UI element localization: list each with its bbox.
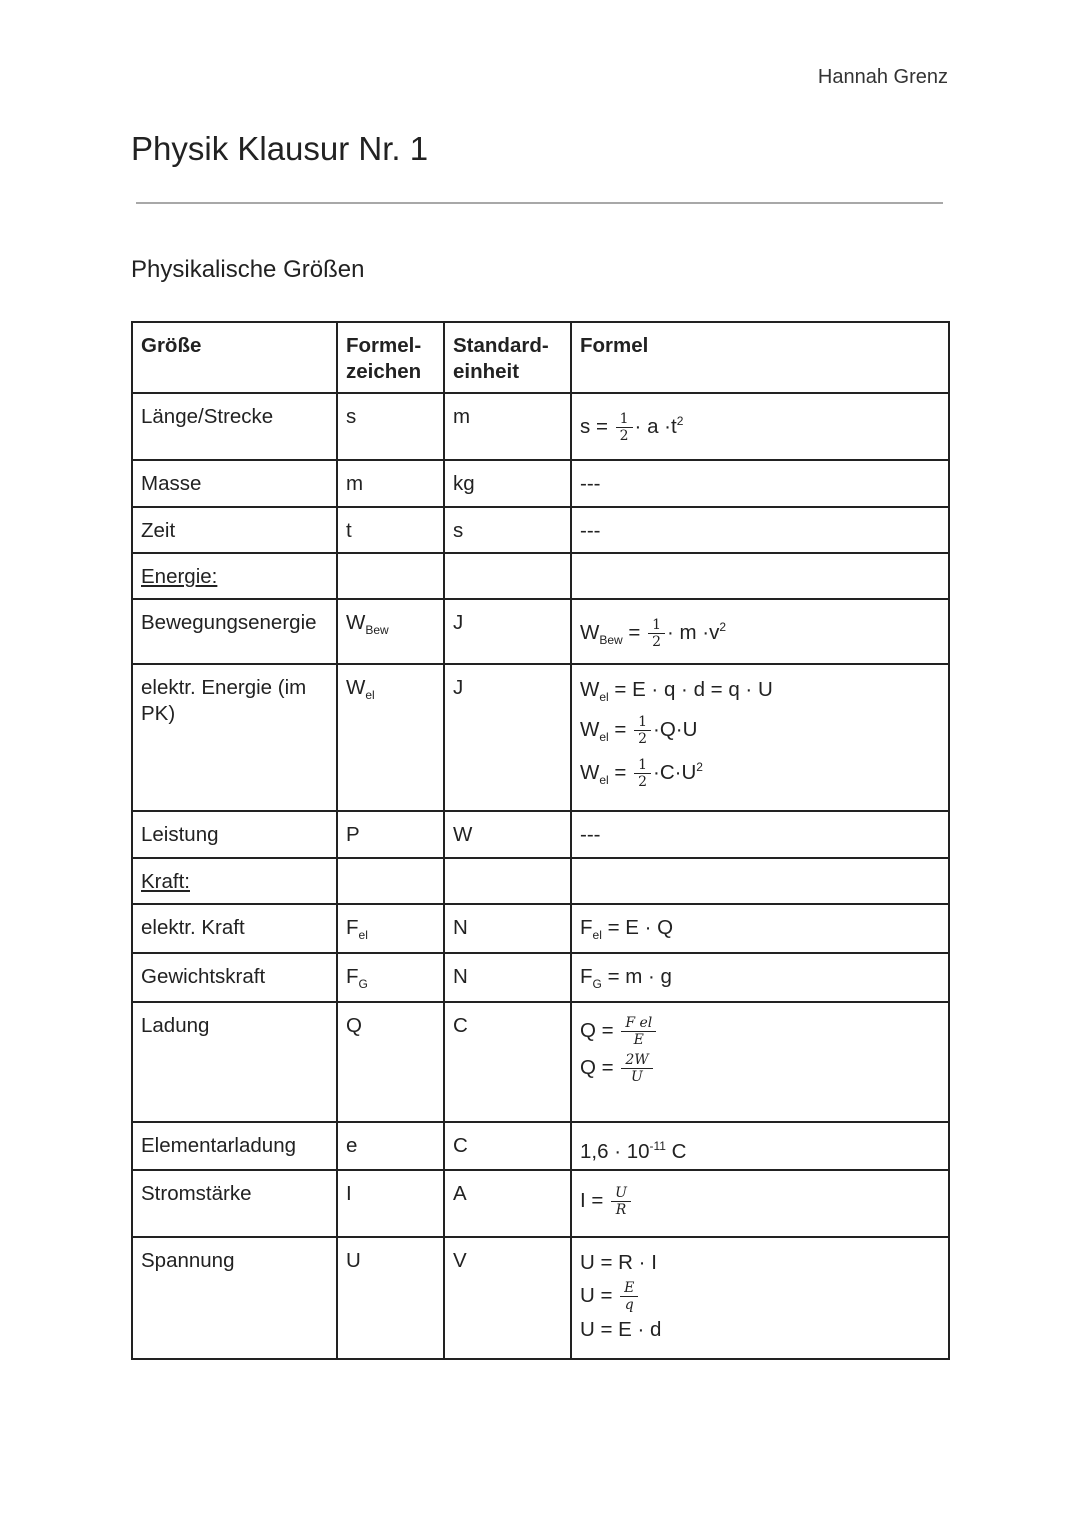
symbol-cell — [337, 553, 444, 599]
formula — [580, 964, 940, 997]
quantity-name: Zeit — [141, 519, 176, 542]
formula — [580, 518, 940, 544]
symbol-cell — [337, 953, 444, 1002]
symbol-cell — [337, 1170, 444, 1237]
fraction — [621, 1052, 652, 1085]
superscript: 2 — [696, 760, 703, 775]
symbol-cell — [337, 1002, 444, 1122]
denominator: E — [633, 1032, 644, 1049]
formula-text: U = — [580, 1283, 619, 1307]
quantity-name: Spannung — [141, 1249, 235, 1273]
numerator: U — [611, 1185, 631, 1202]
formula-text: W — [346, 611, 366, 634]
quantity-cell — [132, 1122, 337, 1170]
symbol-cell — [337, 507, 444, 553]
quantity-cell — [132, 664, 337, 811]
horizontal-divider — [136, 202, 943, 204]
unit: A — [453, 1182, 467, 1206]
formula-text: = — [622, 620, 647, 644]
numerator: F el — [621, 1015, 656, 1032]
table-row — [132, 1170, 949, 1237]
formula-cell — [571, 904, 949, 953]
formula-cell — [571, 553, 949, 599]
formula-cell — [571, 1002, 949, 1122]
column-header — [571, 322, 949, 393]
symbol-cell — [337, 811, 444, 858]
symbol-cell — [337, 460, 444, 507]
table-row — [132, 664, 949, 811]
numerator: 1 — [616, 411, 633, 428]
formula-text: s — [346, 405, 357, 428]
formula — [580, 1015, 940, 1048]
unit: W — [453, 823, 473, 846]
superscript: 2 — [676, 414, 684, 428]
unit: N — [453, 965, 468, 989]
numerator: 1 — [634, 757, 651, 774]
quantities-table — [131, 321, 950, 1360]
quantity-cell — [132, 393, 337, 460]
unit-cell — [444, 393, 571, 460]
formula-cell — [571, 393, 949, 460]
formula — [580, 1052, 940, 1085]
formula-cell — [571, 664, 949, 811]
formula — [580, 822, 940, 848]
formula — [580, 471, 940, 497]
formula-text: F — [346, 916, 359, 939]
unit-cell — [444, 507, 571, 553]
subscript: el — [592, 928, 602, 943]
table-group-row — [132, 858, 949, 904]
unit-cell — [444, 599, 571, 664]
unit-cell — [444, 953, 571, 1002]
subscript: el — [358, 928, 368, 943]
formula-text: m — [346, 472, 364, 495]
table-row — [132, 393, 949, 460]
quantity-name: elektr. Kraft — [141, 916, 245, 939]
formula-text: · m ·v — [667, 620, 720, 644]
formula-text: W — [346, 676, 366, 699]
numerator: 2W — [621, 1052, 652, 1069]
formula-cell — [571, 858, 949, 904]
formula-text: ·C·U — [653, 760, 697, 784]
group-heading: Kraft: — [141, 870, 190, 893]
formula-text: W — [580, 760, 600, 784]
formula — [580, 1133, 940, 1165]
quantity-cell — [132, 460, 337, 507]
denominator: R — [615, 1202, 627, 1219]
quantity-name: Ladung — [141, 1014, 210, 1038]
fraction — [611, 1185, 631, 1218]
numerator: E — [620, 1280, 638, 1297]
symbol-cell — [337, 393, 444, 460]
formula-text: = m · g — [601, 965, 672, 989]
fraction — [634, 757, 651, 790]
quantity-name: elektr. Energie (im PK) — [141, 676, 307, 725]
subscript: G — [358, 977, 368, 992]
table-row — [132, 460, 949, 507]
column-header-label: Standard- einheit — [453, 334, 549, 383]
unit: s — [453, 519, 464, 542]
table-row — [132, 1002, 949, 1122]
numerator: 1 — [634, 714, 651, 731]
superscript: 2 — [719, 620, 727, 634]
formula-text: U = E · d — [580, 1318, 662, 1342]
column-header — [444, 322, 571, 393]
fraction — [634, 714, 651, 747]
quantity-cell — [132, 858, 337, 904]
formula-text: --- — [580, 519, 601, 542]
unit-cell — [444, 1002, 571, 1122]
formula-text: · a ·t — [634, 414, 677, 438]
symbol-cell — [337, 858, 444, 904]
unit: N — [453, 916, 468, 939]
subscript: G — [592, 977, 602, 992]
table-row — [132, 599, 949, 664]
column-header-label: Größe — [141, 334, 202, 357]
formula-text: W — [580, 678, 600, 701]
subscript: el — [599, 690, 609, 705]
formula — [580, 915, 940, 948]
formula-cell — [571, 811, 949, 858]
page-title: Physik Klausur Nr. 1 — [131, 130, 429, 167]
quantity-cell — [132, 1237, 337, 1359]
column-header-label: Formel- zeichen — [346, 334, 422, 383]
formula-cell — [571, 507, 949, 553]
quantity-name: Leistung — [141, 823, 219, 846]
table-row — [132, 1237, 949, 1359]
formula-text: e — [346, 1134, 358, 1158]
formula-text: P — [346, 823, 360, 846]
unit: J — [453, 676, 464, 699]
formula — [580, 614, 940, 653]
subscript: el — [599, 730, 609, 745]
formula — [580, 408, 940, 444]
unit-cell — [444, 904, 571, 953]
quantity-cell — [132, 1002, 337, 1122]
formula-text: U = R · I — [580, 1251, 657, 1275]
unit: kg — [453, 472, 475, 495]
table-header-row — [132, 322, 949, 393]
numerator: 1 — [648, 617, 665, 634]
unit-cell — [444, 858, 571, 904]
formula-text: = — [608, 760, 633, 784]
formula-text: W — [580, 620, 600, 644]
formula-text: --- — [580, 472, 601, 495]
unit: V — [453, 1249, 467, 1273]
fraction — [620, 1280, 638, 1313]
unit: m — [453, 405, 471, 428]
subscript: Bew — [599, 632, 623, 647]
formula-text: Q = — [580, 1056, 620, 1080]
formula-text: F — [580, 916, 593, 939]
table-group-row — [132, 553, 949, 599]
superscript: -11 — [649, 1139, 666, 1154]
unit: J — [453, 611, 464, 634]
subscript: el — [599, 773, 609, 788]
formula-cell — [571, 1237, 949, 1359]
formula-cell — [571, 1170, 949, 1237]
table-row — [132, 953, 949, 1002]
formula-text: = E · Q — [601, 916, 674, 939]
formula-text: U — [346, 1249, 361, 1273]
denominator: 2 — [619, 427, 629, 444]
formula-text: --- — [580, 823, 601, 846]
formula-cell — [571, 460, 949, 507]
unit-cell — [444, 664, 571, 811]
subscript: el — [365, 688, 375, 703]
quantity-cell — [132, 811, 337, 858]
column-header — [132, 322, 337, 393]
formula-text: = — [608, 718, 633, 742]
section-heading: Physikalische Größen — [131, 256, 365, 283]
symbol-cell — [337, 599, 444, 664]
symbol-cell — [337, 1237, 444, 1359]
formula — [580, 754, 940, 793]
column-header-label: Formel — [580, 334, 649, 357]
formula-cell — [571, 1122, 949, 1170]
quantity-cell — [132, 507, 337, 553]
formula — [580, 677, 940, 710]
fraction — [621, 1015, 656, 1048]
formula-text: Q = — [580, 1019, 620, 1043]
table-row — [132, 811, 949, 858]
formula — [580, 1185, 940, 1218]
quantity-cell — [132, 953, 337, 1002]
formula-text: F — [580, 965, 593, 989]
symbol-cell — [337, 904, 444, 953]
formula-text: I — [346, 1182, 352, 1206]
quantity-cell — [132, 599, 337, 664]
unit-cell — [444, 553, 571, 599]
column-header — [337, 322, 444, 393]
table-row — [132, 507, 949, 553]
subscript: Bew — [365, 623, 389, 638]
formula-text: Q — [346, 1014, 362, 1038]
table-row — [132, 1122, 949, 1170]
table-row — [132, 904, 949, 953]
unit-cell — [444, 460, 571, 507]
formula-text: 1,6 · 10 — [580, 1140, 650, 1164]
formula-text: ·Q·U — [653, 718, 698, 742]
denominator: 2 — [638, 774, 647, 791]
formula-text: t — [346, 519, 352, 542]
formula-text: F — [346, 965, 359, 989]
symbol-cell — [337, 1122, 444, 1170]
formula — [580, 1317, 940, 1343]
unit: C — [453, 1014, 468, 1038]
unit: C — [453, 1134, 468, 1158]
denominator: 2 — [652, 633, 661, 650]
formula-text: s = — [580, 414, 614, 438]
quantity-name: Elementarladung — [141, 1134, 296, 1158]
denominator: q — [624, 1297, 634, 1314]
formula-text: I = — [580, 1188, 610, 1212]
group-heading: Energie: — [141, 565, 218, 588]
quantity-name: Stromstärke — [141, 1182, 252, 1206]
symbol-cell — [337, 664, 444, 811]
fraction — [616, 411, 633, 444]
unit-cell — [444, 1170, 571, 1237]
formula — [580, 1280, 940, 1313]
quantity-cell — [132, 904, 337, 953]
unit-cell — [444, 1237, 571, 1359]
quantity-cell — [132, 1170, 337, 1237]
quantity-cell — [132, 553, 337, 599]
denominator: 2 — [638, 731, 647, 748]
formula-text: C — [665, 1140, 687, 1164]
formula-text: = E · q · d = q · U — [608, 678, 773, 701]
formula-text: W — [580, 718, 600, 742]
quantity-name: Bewegungsenergie — [141, 611, 317, 634]
formula-cell — [571, 599, 949, 664]
denominator: U — [631, 1069, 643, 1086]
formula — [580, 714, 940, 750]
fraction — [648, 617, 665, 650]
formula — [580, 1250, 940, 1276]
formula-cell — [571, 953, 949, 1002]
author-name: Hannah Grenz — [817, 66, 948, 88]
quantity-name: Länge/Strecke — [141, 405, 274, 428]
unit-cell — [444, 811, 571, 858]
unit-cell — [444, 1122, 571, 1170]
quantity-name: Masse — [141, 472, 202, 495]
quantity-name: Gewichtskraft — [141, 965, 266, 989]
